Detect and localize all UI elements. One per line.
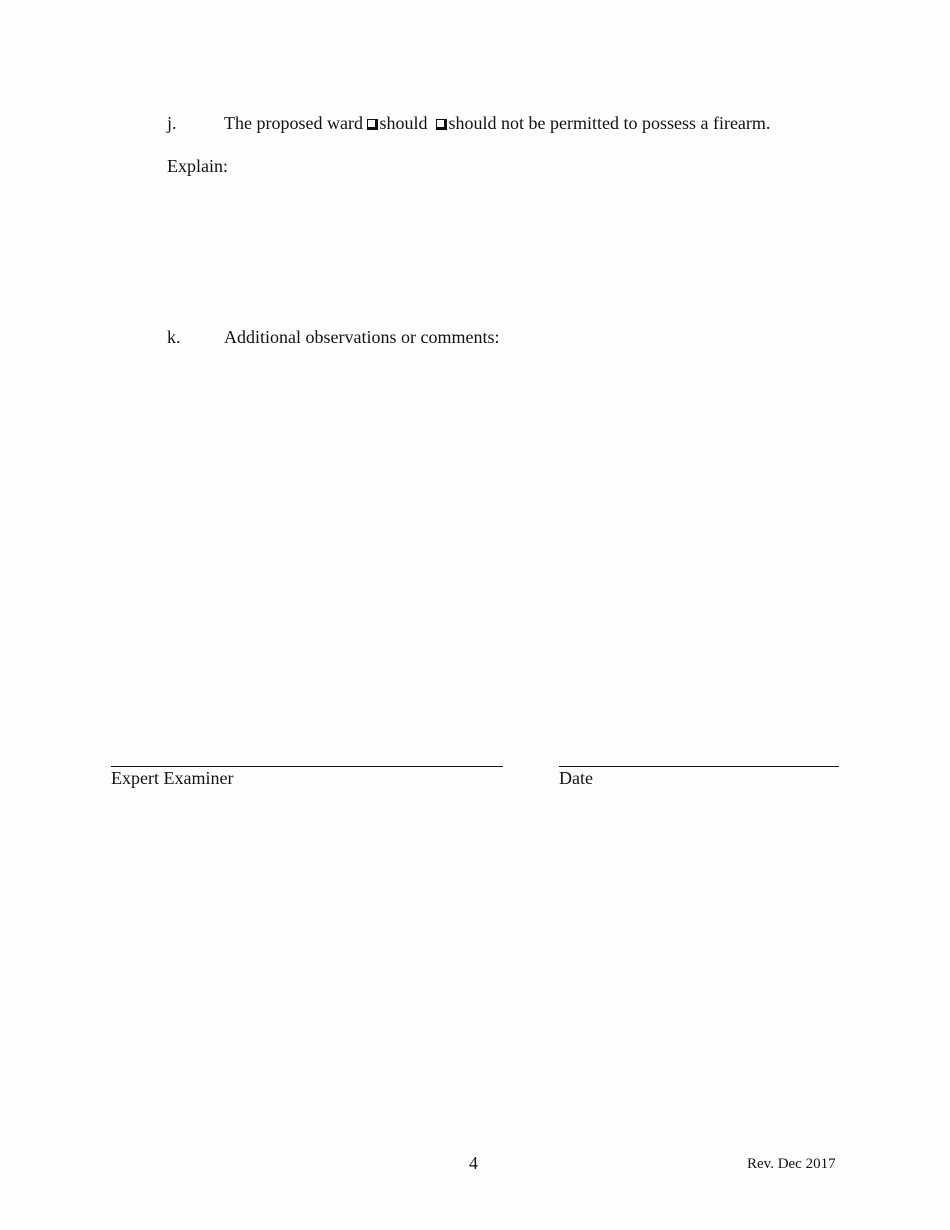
item-j-label: j. [167,113,177,133]
should-not-option-label: should not be permitted to possess a firearm. [448,113,771,133]
item-k-text: Additional observations or comments: [224,327,500,347]
revision-date: Rev. Dec 2017 [747,1156,836,1172]
explain-label: Explain: [167,156,228,176]
page-number: 4 [469,1153,478,1173]
item-k-label: k. [167,327,181,347]
item-j-question [224,112,770,134]
item-j-text: The proposed ward [224,113,368,133]
should-not-checkbox[interactable] [436,119,447,130]
date-label: Date [559,768,593,788]
should-option-label: should [379,113,428,133]
examiner-label: Expert Examiner [111,768,234,788]
date-signature-line[interactable] [559,766,839,767]
should-checkbox[interactable] [367,119,378,130]
